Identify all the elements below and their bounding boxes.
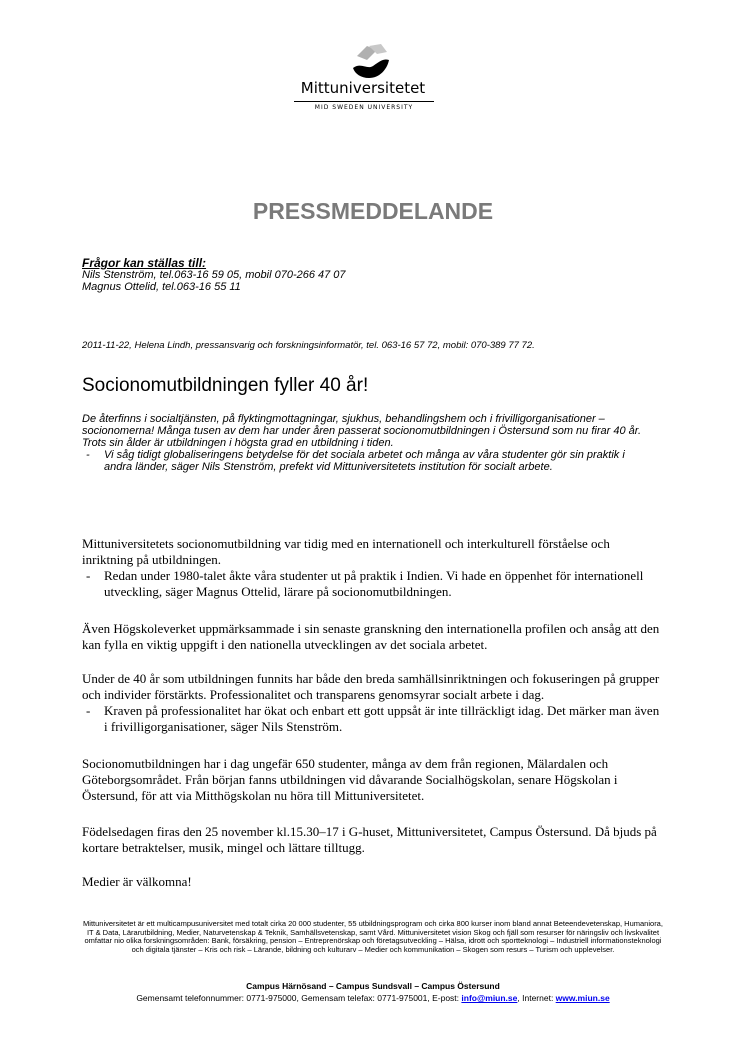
dash-bullet: - — [86, 703, 91, 718]
university-logo — [290, 42, 450, 122]
body-paragraph: Socionomutbildningen har i dag ungefär 650 studenter, många av dem från regionen, Mälardalen och Göteborgsområdet. Från början fanns utbildningen vid dåvarande Socialhögskolan, senare Högskolan i Östersund, för att via Mitthögskolan nu höra till Mittuniversitetet. — [82, 756, 618, 803]
footer-phones: Gemensamt telefonnummer: 0771-975000, Gemensam telefax: 0771-975001, E-post: — [136, 993, 462, 1003]
body-section-1 — [82, 536, 662, 600]
footer-campuses: Campus Härnösand – Campus Sundsvall – Campus Östersund — [246, 981, 500, 991]
lead-quote — [82, 449, 652, 473]
footer-internet-label: , Internet: — [517, 993, 556, 1003]
contact-line: Nils Stenström, tel.063-16 59 05, mobil 070-266 47 07 — [82, 269, 346, 281]
quote-item — [82, 703, 662, 735]
contact-heading: Frågor kan ställas till: — [82, 256, 207, 270]
web-link[interactable]: www.miun.se — [555, 993, 610, 1003]
logo-name: Mittuniversitetet — [300, 79, 426, 97]
document-title: PRESSMEDDELANDE — [252, 198, 494, 224]
contact-line: Magnus Ottelid, tel.063-16 55 11 — [82, 281, 241, 293]
footer-contact — [60, 993, 686, 1003]
contact-block — [82, 257, 642, 293]
quote-item — [82, 568, 662, 600]
footer-about: Mittuniversitetet är ett multicampusuniversitet med totalt cirka 20 000 studenter, 55 utbildningsprogram och cirka 800 kurser inom bland annat Beteendevetenskap, Humaniora, IT & Data, Lärarutbildning, Medier, Naturvetenskap & Teknik, Samhällsvetenskap, samt Vård. Mittuniversitetet vision Skog och fjäll som resurser för näringsliv och livskvalitet omfattar nio olika forskningsområden: Bank, försäkring, pension – Entreprenörskap och företagsutveckling – Hälsa, idrott och sportteknologi – Industriell informationsteknologi och digitala tjänster – Kris och risk – Lärande, bildning och kulturarv – Medier och kommunikation – Skogen som resurs – Turism och upplevelser. — [83, 919, 663, 954]
logo-subtitle: MID SWEDEN UNIVERSITY — [314, 104, 414, 111]
quote-text: Redan under 1980-talet åkte våra studenter ut på praktik i Indien. Vi hade en öppenhet för internationell utveckling, säger Magnus Ottelid, lärare på socionomutbildningen. — [104, 568, 644, 599]
body-paragraph: Medier är välkomna! — [82, 874, 192, 889]
lead-paragraph — [82, 413, 652, 473]
logo-divider — [294, 101, 434, 102]
lead-text: De återfinns i socialtjänsten, på flyktingmottagningar, sjukhus, behandlingshem och i frivilligorganisationer – socionomerna! Många tusen av dem har under åren passerat socionomutbildningen i Östersund som nu firar 40 år. Trots sin ålder är utbildningen i högsta grad en utbildning i tiden. — [82, 413, 642, 449]
email-link[interactable]: info@miun.se — [461, 993, 518, 1003]
body-paragraph: Även Högskoleverket uppmärksammade i sin senaste granskning den internationella profilen och ansåg att den kan fylla en viktig uppgift i den nationella utvecklingen av det sociala arbetet. — [82, 621, 660, 652]
body-paragraph: Under de 40 år som utbildningen funnits har både den breda samhällsinriktningen och fokuseringen på grupper och individer förstärkts. Professionalitet och transparens genomsyrar socialt arbete i dag. — [82, 671, 660, 702]
dateline: 2011-11-22, Helena Lindh, pressansvarig och forskningsinformatör, tel. 063-16 57 72, mobil: 070-389 77 72. — [82, 340, 535, 351]
body-section-3 — [82, 671, 662, 735]
headline: Socionomutbildningen fyller 40 år! — [82, 375, 369, 396]
body-paragraph: Mittuniversitetets socionomutbildning var tidig med en internationell och interkulturell förståelse och inriktning på utbildningen. — [82, 536, 610, 567]
body-paragraph: Födelsedagen firas den 25 november kl.15.30–17 i G-huset, Mittuniversitetet, Campus Östersund. Då bjuds på kortare betraktelser, musik, mingel och lättare tilltugg. — [82, 824, 657, 855]
dash-bullet: - — [86, 568, 91, 583]
quote-text: Vi såg tidigt globaliseringens betydelse för det sociala arbetet och många av våra studenter gör sin praktik i andra länder, säger Nils Stenström, prefekt vid Mittuniversitetets institution för socialt arbete. — [104, 449, 625, 473]
logo-mark-icon — [347, 42, 395, 82]
dash-bullet: - — [86, 449, 90, 461]
quote-text: Kraven på professionalitet har ökat och enbart ett gott uppsåt är inte tillräckligt idag. Det märker man även i frivilligorganisationer, säger Nils Stenström. — [104, 703, 660, 734]
